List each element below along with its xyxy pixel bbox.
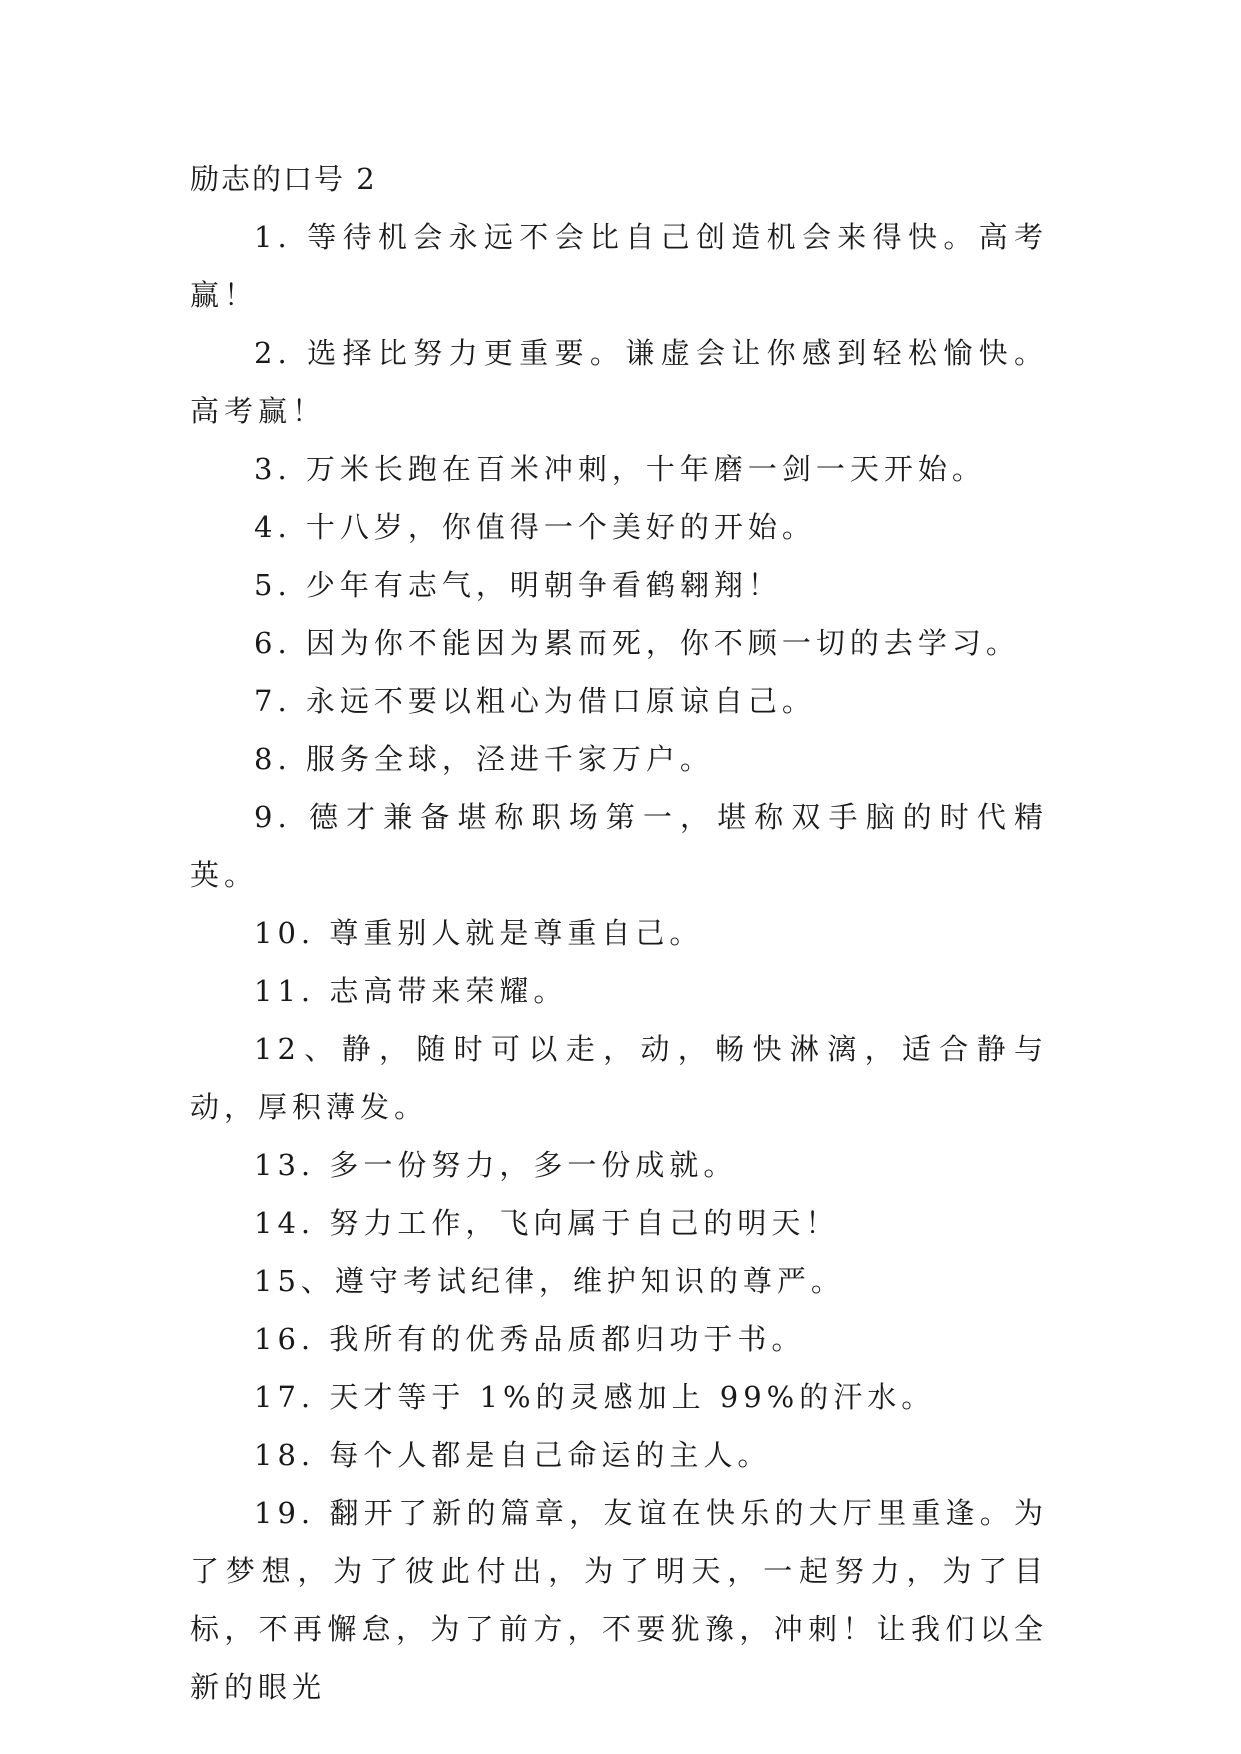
slogan-item-6: 6. 因为你不能因为累而死，你不顾一切的去学习。	[254, 626, 1020, 660]
slogan-item-11: 11. 志高带来荣耀。	[254, 974, 568, 1008]
slogan-item-12: 12、静，随时可以走，动，畅快淋漓，适合静与动，厚积薄发。	[190, 1032, 1048, 1124]
slogan-item-16: 16. 我所有的优秀品质都归功于书。	[254, 1322, 806, 1356]
slogan-item-7: 7. 永远不要以粗心为借口原谅自己。	[254, 684, 816, 718]
slogan-item-9: 9. 德才兼备堪称职场第一，堪称双手脑的时代精英。	[190, 800, 1048, 892]
slogan-item-19: 19. 翻开了新的篇章，友谊在快乐的大厅里重逢。为了梦想，为了彼此付出，为了明天，一起努力，为了目标，不再懈怠，为了前方，不要犹豫，冲刺！让我们以全新的眼光	[190, 1496, 1048, 1704]
slogan-item-8: 8. 服务全球，泾进千家万户。	[254, 742, 714, 776]
document-page	[190, 150, 1048, 1716]
slogan-item-4: 4. 十八岁，你值得一个美好的开始。	[254, 510, 816, 544]
slogan-item-10: 10. 尊重别人就是尊重自己。	[254, 916, 704, 950]
slogan-item-15: 15、遵守考试纪律，维护知识的尊严。	[254, 1264, 845, 1298]
slogan-item-17: 17. 天才等于 1%的灵感加上 99%的汗水。	[254, 1380, 936, 1414]
slogan-item-14: 14. 努力工作，飞向属于自己的明天！	[254, 1206, 840, 1240]
slogan-item-1: 1. 等待机会永远不会比自己创造机会来得快。高考赢！	[190, 220, 1048, 312]
slogan-item-3: 3. 万米长跑在百米冲刺，十年磨一剑一天开始。	[254, 452, 986, 486]
slogan-item-13: 13. 多一份努力，多一份成就。	[254, 1148, 738, 1182]
slogan-item-2: 2. 选择比努力更重要。谦虚会让你感到轻松愉快。高考赢！	[190, 336, 1048, 428]
slogan-item-18: 18. 每个人都是自己命运的主人。	[254, 1438, 772, 1472]
section-heading: 励志的口号 2	[190, 162, 377, 196]
slogan-item-5: 5. 少年有志气，明朝争看鹤翱翔！	[254, 568, 782, 602]
